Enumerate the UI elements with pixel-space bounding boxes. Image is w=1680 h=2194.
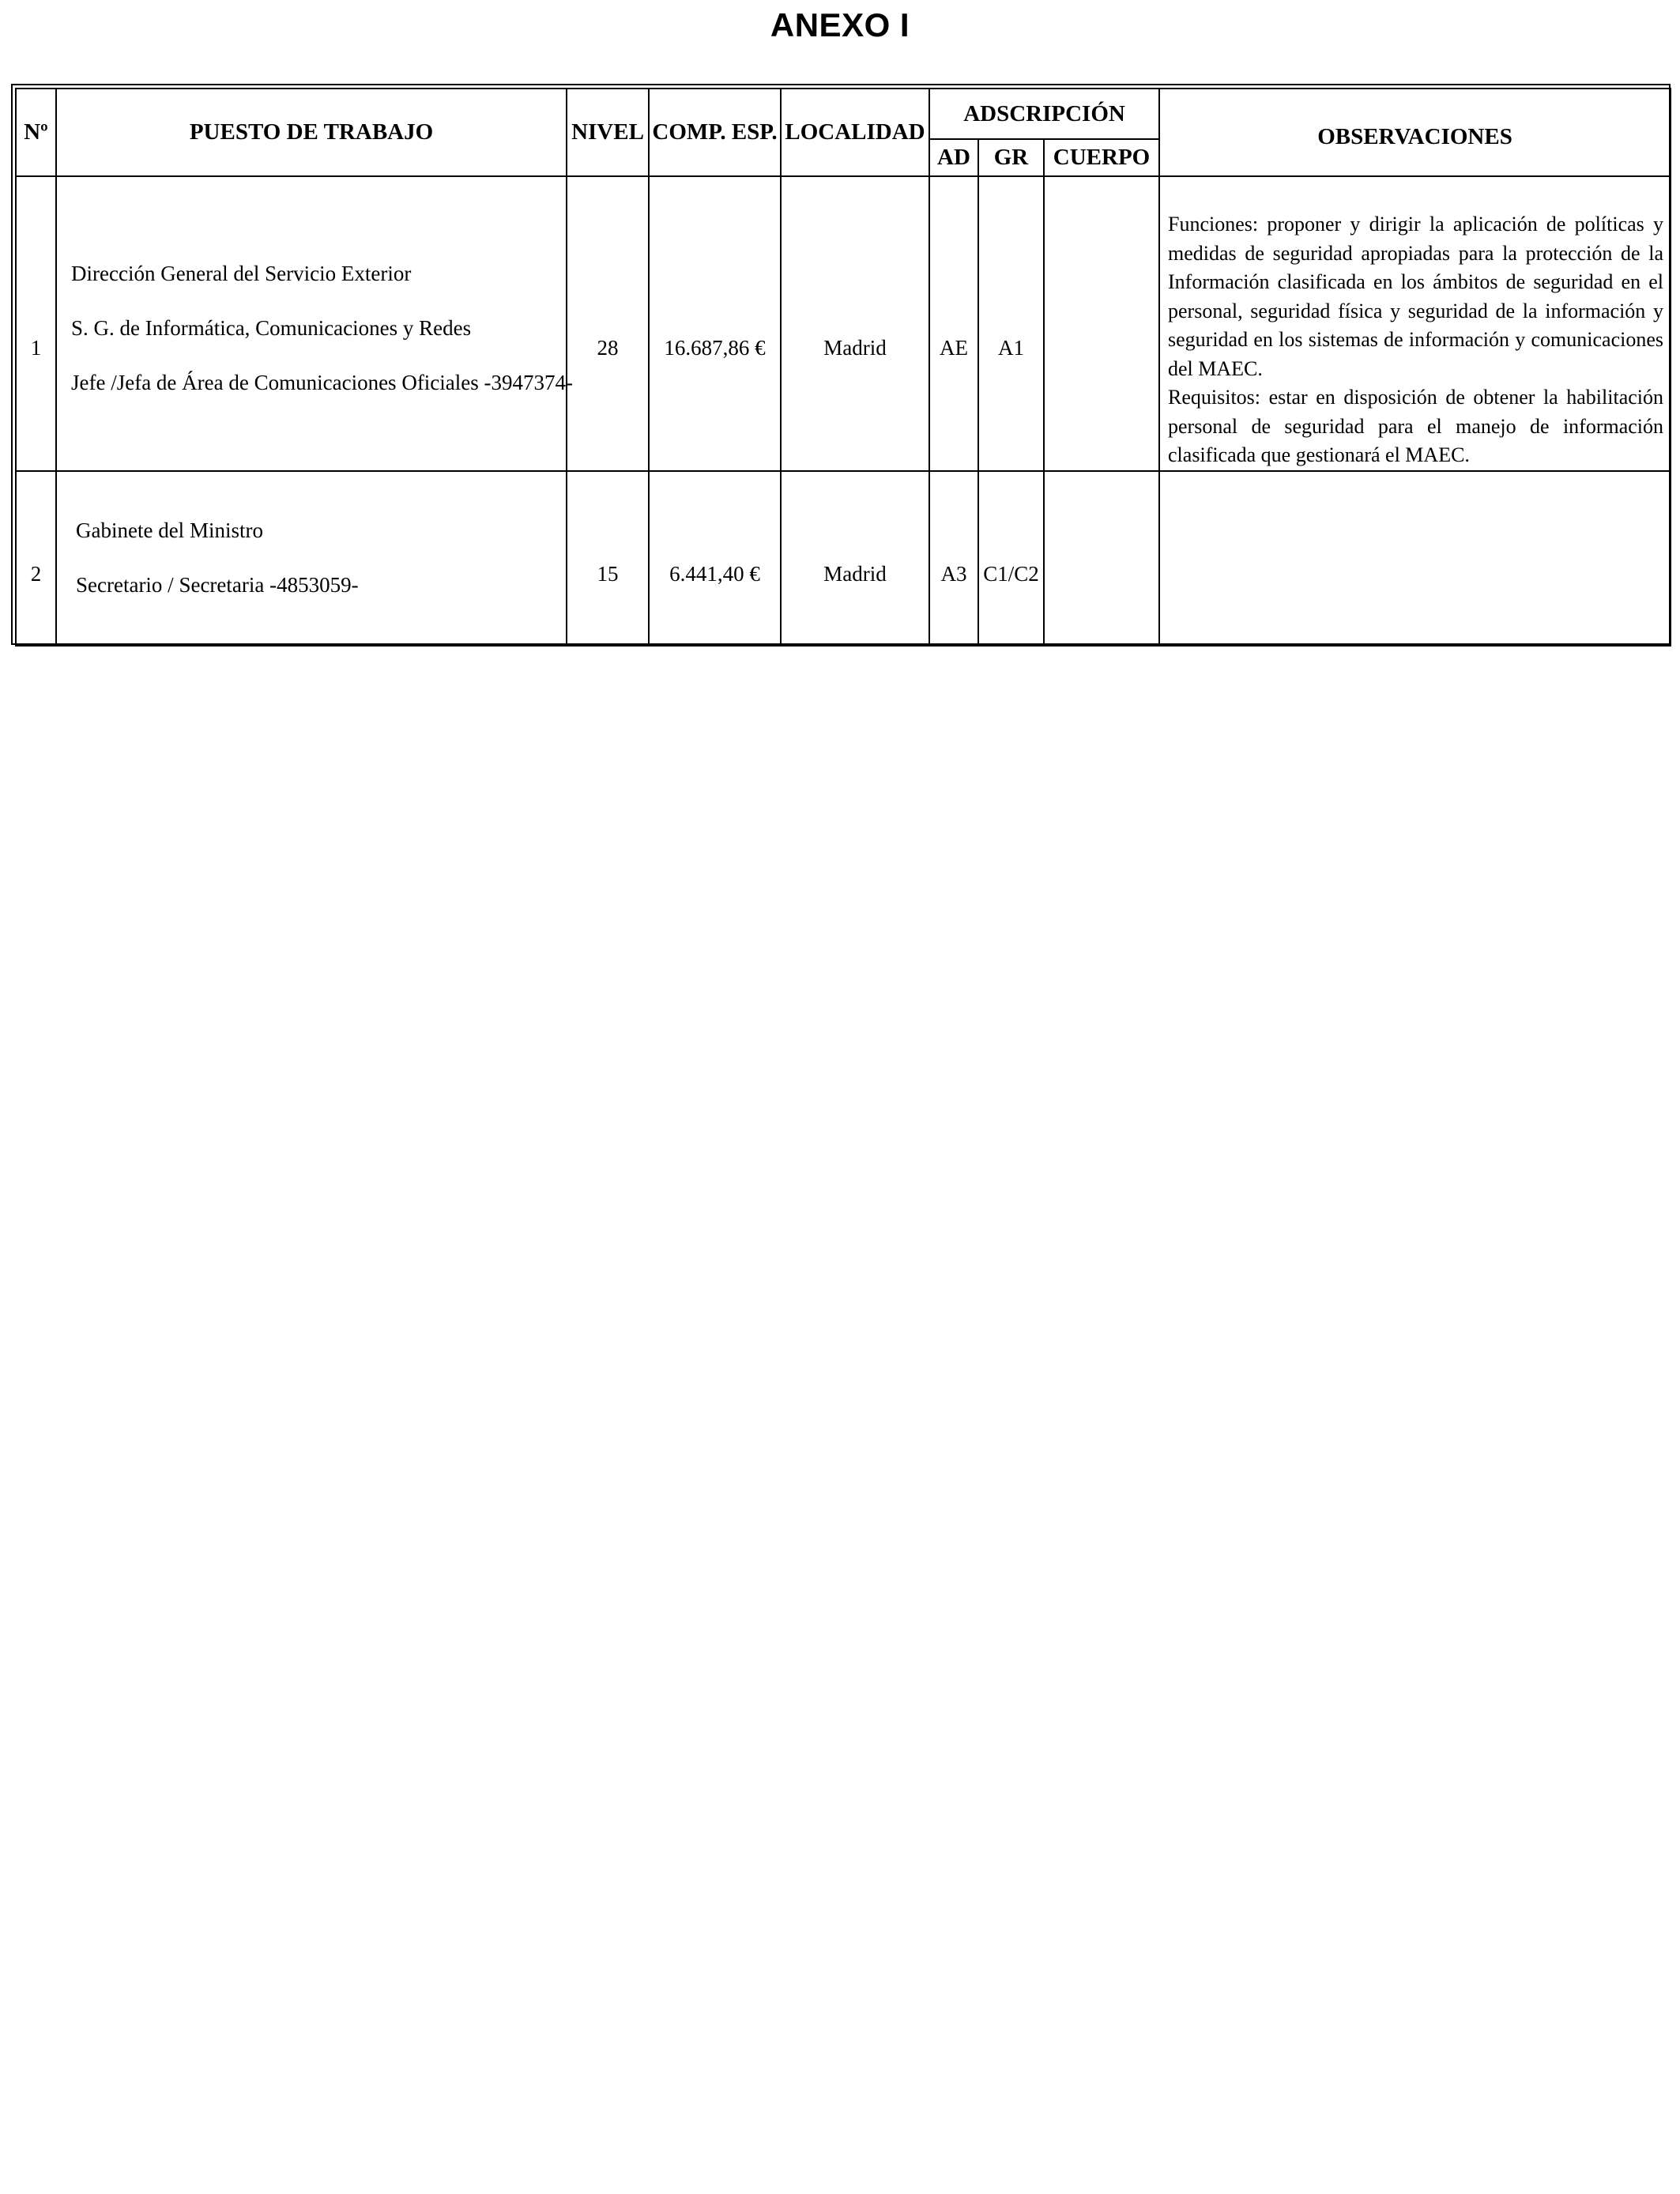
header-ad: AD: [929, 139, 978, 176]
row-observaciones: [1159, 471, 1671, 646]
row-nivel: 15: [567, 471, 649, 646]
header-observaciones: OBSERVACIONES: [1159, 89, 1671, 176]
positions-table-frame: [11, 84, 1671, 645]
header-gr: GR: [978, 139, 1044, 176]
observaciones-funciones: Funciones: proponer y dirigir la aplicación de políticas y medidas de seguridad apropiadas para la protección de la Información clasificada en los ámbitos de seguridad en el personal, seguridad física y seguridad de la información y seguridad en los sistemas de información y comunicaciones del MAEC.: [1168, 213, 1664, 380]
table-row: [16, 176, 1671, 471]
row-cuerpo: [1044, 471, 1159, 646]
row-observaciones: [1159, 176, 1671, 471]
row-ad: A3: [929, 471, 978, 646]
row-comp-esp: 16.687,86 €: [649, 176, 781, 471]
puesto-line: S. G. de Informática, Comunicaciones y Redes: [71, 315, 472, 340]
positions-table: [15, 88, 1671, 647]
row-num: 2: [16, 471, 56, 646]
header-puesto: PUESTO DE TRABAJO: [56, 89, 567, 176]
header-localidad: LOCALIDAD: [781, 89, 929, 176]
header-cuerpo: CUERPO: [1044, 139, 1159, 176]
header-num: Nº: [16, 89, 56, 176]
row-num: 1: [16, 176, 56, 471]
header-comp-esp: COMP. ESP.: [649, 89, 781, 176]
puesto-line: Dirección General del Servicio Exterior: [71, 261, 412, 285]
puesto-line: Jefe /Jefa de Área de Comunicaciones Oficiales -3947374-: [71, 370, 574, 394]
row-puesto: [56, 176, 574, 471]
row-localidad: Madrid: [781, 471, 929, 646]
row-cuerpo: [1044, 176, 1159, 471]
puesto-line: Secretario / Secretaria -4853059-: [76, 573, 359, 597]
header-nivel: NIVEL: [567, 89, 649, 176]
row-comp-esp: 6.441,40 €: [649, 471, 781, 646]
row-ad: AE: [929, 176, 978, 471]
page-title: ANEXO I: [770, 6, 910, 43]
header-adscripcion: ADSCRIPCIÓN: [929, 89, 1159, 139]
row-puesto: [56, 471, 567, 646]
table-row: [16, 471, 1671, 646]
row-gr: A1: [978, 176, 1044, 471]
observaciones-requisitos: Requisitos: estar en disposición de obtener la habilitación personal de seguridad para el manejo de información clasificada que gestionará el MAEC.: [1168, 386, 1664, 466]
row-localidad: Madrid: [781, 176, 929, 471]
row-gr: C1/C2: [978, 471, 1044, 646]
row-nivel: 28: [567, 176, 649, 471]
puesto-line: Gabinete del Ministro: [76, 518, 263, 542]
